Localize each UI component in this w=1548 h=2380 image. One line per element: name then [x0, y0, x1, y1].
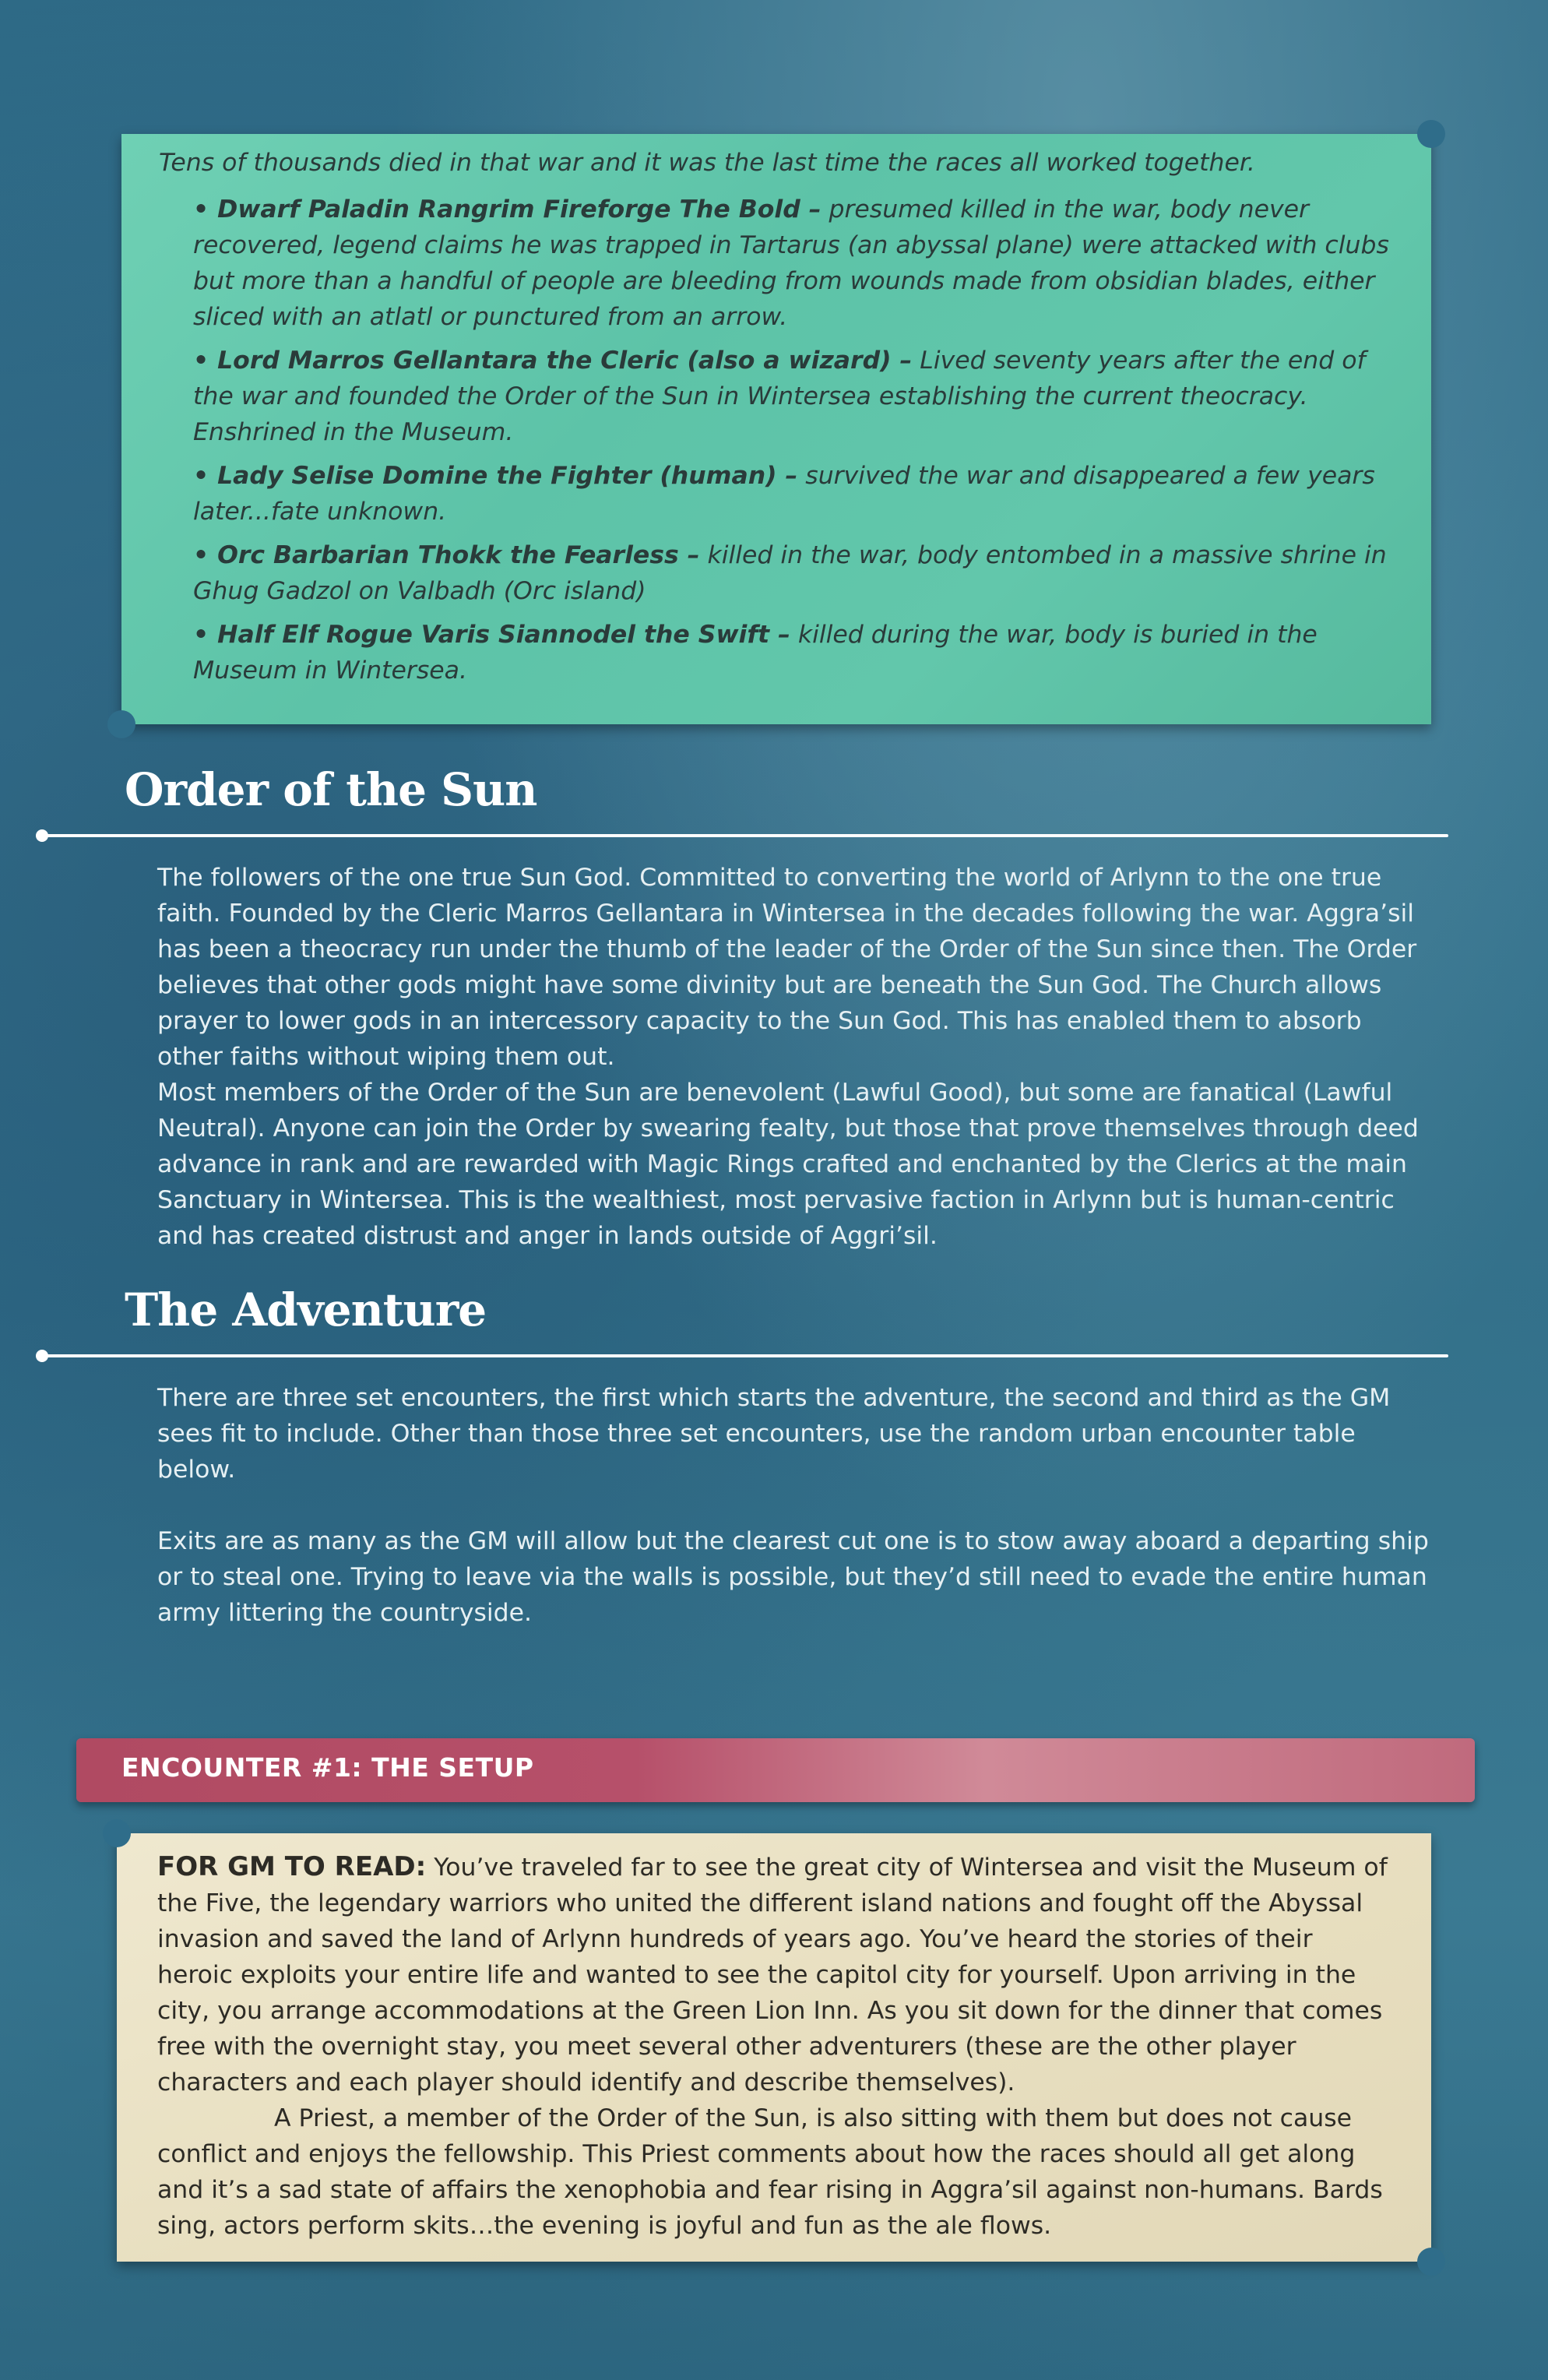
hero-name: • Lady Selise Domine the Fighter (human) – [193, 462, 798, 490]
adventure-paragraph: There are three set encounters, the first which starts the adventure, the second and third as the GM sees fit to include. Other than those three set encounters, use the random urban encounter table below. [157, 1384, 1391, 1484]
hero-desc: Lived seventy years after the end of the war and founded the Order of the Sun in Wintersea establishing the current theocracy. Enshrined in the Museum. [193, 347, 1366, 446]
gm-text: You’ve traveled far to see the great city of Wintersea and visit the Museum of the Five, the legendary warriors who united the different island nations and fought off the Abyssal invasion and saved the land of Arlynn hundreds of years ago. You’ve heard the stories of their heroic exploits your entire life and wanted to see the capitol city for yourself. Upon arriving in the city, you arrange accommodations at the Green Lion Inn. As you sit down for the dinner that comes free with the overnight stay, you meet several other adventurers (these are the other player characters and each player should identify and describe themselves). [157, 1854, 1388, 2097]
hero-entry [159, 192, 1394, 335]
hero-desc: presumed killed in the war, body never recovered, legend claims he was trapped in Tartarus (an abyssal plane) were attacked with clubs but more than a handful of people are bleeding from wounds made from obsidian blades, either sliced with an atlatl or punctured from an arrow. [193, 195, 1389, 331]
heroes-box [121, 134, 1431, 724]
gm-label: FOR GM TO READ: [157, 1851, 427, 1882]
adventure-title: The Adventure [125, 1283, 487, 1336]
hero-name: • Orc Barbarian Thokk the Fearless – [193, 541, 700, 569]
hero-name: • Dwarf Paladin Rangrim Fireforge The Bold – [193, 195, 821, 224]
heroes-intro: Tens of thousands died in that war and it was the last time the races all worked together. [159, 149, 1255, 177]
order-paragraph: Most members of the Order of the Sun are benevolent (Lawful Good), but some are fanatical (Lawful Neutral). Anyone can join the Order by swearing fealty, but those that prove themselves through deed advance in rank and are rewarded with Magic Rings crafted and enchanted by the Clerics at the main Sanctuary in Wintersea. This is the wealthiest, most pervasive faction in Arlynn but is human-centric and has created distrust and anger in lands outside of Aggri’sil. [157, 1079, 1419, 1250]
hero-desc: killed in the war, body entombed in a massive shrine in Ghug Gadzol on Valbadh (Orc island) [193, 541, 1387, 605]
hero-desc: killed during the war, body is buried in the Museum in Wintersea. [193, 621, 1318, 685]
section-divider [39, 1354, 1448, 1357]
section-divider [39, 834, 1448, 837]
encounter-banner-title: ENCOUNTER #1: THE SETUP [121, 1752, 534, 1783]
hero-name: • Half Elf Rogue Varis Siannodel the Swift – [193, 621, 790, 649]
adventure-body [157, 1380, 1434, 1631]
hero-entry [159, 617, 1394, 688]
gm-paragraph: A Priest, a member of the Order of the Sun, is also sitting with them but does not cause conflict and enjoys the fellowship. This Priest comments about how the races should all get along and it’s a sad state of affairs the xenophobia and fear rising in Aggra’sil against non-humans. Bards sing, actors perform skits…the evening is joyful and fun as the ale flows. [157, 2104, 1383, 2240]
gm-read-box [117, 1833, 1431, 2262]
hero-entry [159, 537, 1394, 609]
hero-entry [159, 343, 1394, 450]
hero-entry [159, 458, 1394, 530]
hero-name: • Lord Marros Gellantara the Cleric (also a wizard) – [193, 347, 913, 375]
order-paragraph: The followers of the one true Sun God. Committed to converting the world of Arlynn to the one true faith. Founded by the Cleric Marros Gellantara in Wintersea in the decades following the war. Aggra’sil has been a theocracy run under the thumb of the leader of the Order of the Sun since then. The Order believes that other gods might have some divinity but are beneath the Sun God. The Church allows prayer to lower gods in an intercessory capacity to the Sun God. This has enabled them to absorb other faiths without wiping them out. [157, 864, 1417, 1071]
order-body [157, 860, 1434, 1254]
adventure-paragraph: Exits are as many as the GM will allow but the clearest cut one is to stow away aboard a departing ship or to steal one. Trying to leave via the walls is possible, but they’d still need to evade the entire human army littering the countryside. [157, 1527, 1429, 1627]
hero-desc: survived the war and disappeared a few years later...fate unknown. [193, 462, 1375, 526]
order-title: Order of the Sun [125, 763, 537, 816]
encounter-banner [76, 1738, 1475, 1802]
gm-paragraph [157, 1849, 1392, 2100]
